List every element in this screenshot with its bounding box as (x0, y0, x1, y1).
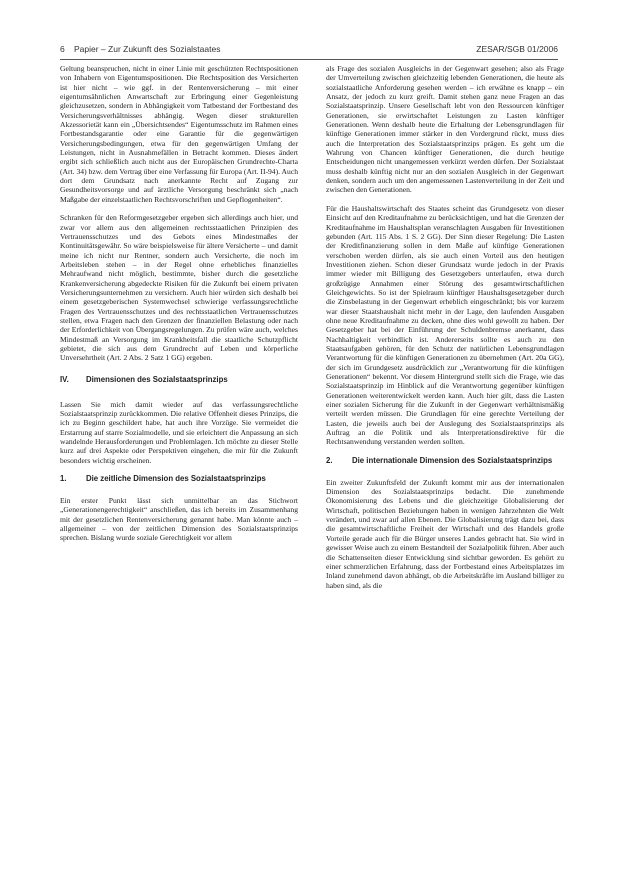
subsection-title: Die zeitliche Dimension des Sozialstaatsprinzips (86, 474, 266, 484)
running-title: Papier – Zur Zukunft des Sozialstaates (74, 44, 221, 54)
paragraph: Schranken für den Reformgesetzgeber ergeben sich allerdings auch hier, und zwar vor allem aus den allgemeinen rechtsstaatlichen Prinzipien des Vertrauensschutzes und des Gebots eines Mindestmaßes der Kontinuitätsgewähr. So wäre beispielsweise für ältere Versicherte – und damit meine ich nicht nur Rentner, sondern auch Versicherte, die noch im Arbeitsleben stehen – in der Regel ohne erhebliches finanzielles Mehraufwand nicht möglich, bestimmte, bisher durch die gesetzliche Krankenversicherung abgedeckte Risiken für die Zukunft bei einem privaten Versicherungsunternehmen zu versichern. Auch hier würden sich deshalb bei einem gesetzgeberischen Systemwechsel schwierige verfassungsrechtliche Fragen des Vertrauensschutzes und des rechtsstaatlichen Vertrauensschutzes stellen, etwa Fragen nach den Grenzen der finanziellen Belastung oder nach der Erforderlichkeit von Übergangsregelungen. Zu prüfen wäre auch, welches Mindestmaß an Versorgung im Krankheitsfall die staatliche Schutzpflicht gebietet, die sich aus dem Grundrecht auf Leben und körperliche Unversehrtheit (Art. 2 Abs. 2 Satz 1 GG) ergeben. (60, 213, 298, 363)
paragraph: als Frage des sozialen Ausgleichs in der Gegenwart gesehen; also als Frage der Umverteilung zwischen gleichzeitig lebenden Generationen, die heute als sozialstaatliche Anforderung gesehen werden – ich erwähne es knapp – ein Ansatz, der jedoch zu kurz greift. Damit stehen ganz neue Fragen an das Sozialstaatsprinzip. Unsere Gesellschaft lebt von den Ressourcen künftiger Generationen, sie erwirtschaftet Leistungen zu Lasten künftiger Generationen. Wenn deshalb heute die Erhaltung der Lebensgrundlagen für künftige Generationen immer stärker in den Vordergrund rückt, muss dies auch die Interpretation des Sozialstaatsprinzips prägen. Es geht um die Wahrung von Chancen künftiger Generationen, die durch heutige Entscheidungen nicht unangemessen verkürzt werden dürfen. Der Sozialstaat muss deshalb künftig nicht nur an den sozialen Ausgleich in der Gegenwart denken, sondern auch um den angemessenen Lastenverteilung in der Zeit und zwischen den Generationen. (326, 64, 564, 195)
subsection-title: Die internationale Dimension des Sozialstaatsprinzips (352, 455, 553, 465)
journal-reference: ZESAR/SGB 01/2006 (476, 44, 558, 54)
section-heading (60, 375, 298, 385)
paragraph: Ein zweiter Zukunftsfeld der Zukunft kommt mir aus der internationalen Dimension des Sozialstaatsprinzips bedacht. Die zunehmende Ökonomisierung des Lebens und die gleichzeitige Globalisierung der Wirtschaft, politischen Beziehungen haben in wenigen Jahrzehnten die Welt verändert, und zwar auf allen Ebenen. Die Globalisierung trägt dazu bei, dass die gesamtwirtschaftliche Freiheit der Wirtschaft und des Handels große Vorteile gerade auch für die Bürger unseres Landes gebracht hat. Sie wird in gewisser Weise auch zu einem Bestandteil der Sozialpolitik führen. Aber auch die Schattenseiten dieser Entwicklung sind sichtbar geworden. Es gehört zu einer schmerzlichen Erfahrung, dass der Fortbestand eines Arbeitsplatzes im Inland zunehmend davon abhängt, ob die Arbeitskräfte im Ausland billiger zu haben sind, als die (326, 477, 564, 590)
paragraph: Lassen Sie mich damit wieder auf das verfassungsrechtliche Sozialstaatsprinzip zurückkommen. Die relative Offenheit dieses Prinzips, die ich zu Beginn geschildert habe, hat auch ihre Vorzüge. Sie vermeidet die Erstarrung auf starre Sozialmodelle, und sie erleichtert die Anpassung an sich wandelnde Herausforderungen und Problemlagen. Ich möchte zu dieser Stelle kurz auf drei Aspekte oder Perspektiven eingehen, die mir für die Zukunft besonders wichtig erscheinen. (60, 399, 298, 465)
subsection-number: 2. (326, 455, 333, 465)
paragraph: Für die Haushaltswirtschaft des Staates scheint das Grundgesetz von dieser Einsicht auf den Kreditaufnahme zu berücksichtigen, und hat die Grenzen der Kreditaufnahme im Haushaltsplan veranschlagten Ausgaben für Investitionen gebunden (Art. 115 Abs. 1 S. 2 GG). Der Sinn dieser Regelung: Die Lasten der Kreditfinanzierung sollen in dem Maße auf künftige Generationen verschoben werden dürfen, als sie auch einen Vorteil aus den heutigen Investitionen ziehen. Schon dieser Grundsatz wurde jedoch in der Praxis immer wieder mit Billigung des Gesetzgebers unterlaufen, etwa durch großzügige Annahmen einer Störung des gesamtwirtschaftlichen Gleichgewichts. So ist der Spielraum künftiger Haushaltsgesetzgeber durch die Zinsbelastung in der Gegenwart erheblich eingeschränkt; bis vor kurzem war dieser Staatshaushalt nicht mehr in der Lage, den laufenden Ausgaben ohne neue Kreditaufnahme zu decken, ohne dies wohl gewollt zu haben. Der Gesetzgeber hat bei der Einführung der Schuldenbremse anerkannt, dass Nachhaltigkeit verbindlich ist. Andererseits sollte es auch zu den Staatsaufgaben gehören, für den Schutz der natürlichen Lebensgrundlagen Verantwortung für die künftigen Generationen zu übernehmen (Art. 20a GG), der sich im Grundgesetz ausdrücklich zur „Verantwortung für die künftigen Generationen“ bekennt. Vor diesem Hintergrund stellt sich die Frage, wie das Sozialstaatsprinzip im Hinblick auf die Verantwortung gegenüber künftigen Generationen weiterentwickelt werden kann. Auch hier gilt, dass die Lasten einer sozialen Sicherung für die Zukunft in der Gegenwart verhältnismäßig verteilt werden müssen. Die Grundlagen für eine gerechte Verteilung der Lasten, die jeweils auch bei der Auslegung des Sozialstaatsprinzips als Auftrag an die Politik und als Interpretationsdirektive für die Rechtsanwendung verstanden werden sollten. (326, 203, 564, 447)
subsection-number: 1. (60, 474, 67, 484)
subsection-heading (60, 474, 298, 484)
page-header (60, 44, 558, 58)
section-number: IV. (60, 374, 69, 384)
page-number: 6 (60, 44, 65, 54)
paragraph: Ein erster Punkt lässt sich unmittelbar an das Stichwort „Generationengerechtigkeit“ anschließen, das ich bereits im Zusammenhang mit der gesetzlichen Rentenversicherung genannt habe. Man könnte auch – allgemeiner – von der zeitlichen Dimension des Sozialstaatsprinzips sprechen. Bislang wurde soziale Gerechtigkeit vor allem (60, 496, 298, 543)
section-title: Dimensionen des Sozialstaatsprinzips (86, 374, 228, 384)
header-rule (60, 59, 558, 60)
subsection-heading (326, 456, 564, 466)
left-column (60, 64, 298, 543)
paragraph: Geltung beanspruchen, nicht in einer Linie mit geschützten Rechtspositionen von Inhabern von Eigentumspositionen. Die Rechtsposition des Versicherten ist hier nicht – wie ggf. in der Rentenversicherung – mit einer eigentumsähnlichen Anwartschaft zur Erbringung einer Gegenleistung gleichzusetzen, sondern in Abhängigkeit vom Tatbestand der Fortbestand des Versicherungsverhältnisses abhängig. Wegen dieser strukturellen Akzessorietät kann ein „Übersichtsendes“ Eigentumsschutz im Rahmen eines Fortbestandsgarantie oder eine Garantie für die gegenwärtigen Versicherungsbedingungen, etwa für den gegenwärtigen Umfang der Leistungen, nicht in Ausnahmefällen in Betracht kommen. Dieses ändert ergibt sich schließlich auch nicht aus der Europäischen Grundrechte-Charta (Art. 34) bzw. dem Vertrag über eine Verfassung für Europa (Art. II-94). Auch dort dem Grundsatz nach anerkannte Recht auf Zugang zur Gesundheitsvorsorge und auf ärztliche Versorgung beschränkt sich „nach Maßgabe der einzelstaatlichen Rechtsvorschriften und Gepflogenheiten“. (60, 64, 298, 204)
right-column (326, 64, 564, 590)
